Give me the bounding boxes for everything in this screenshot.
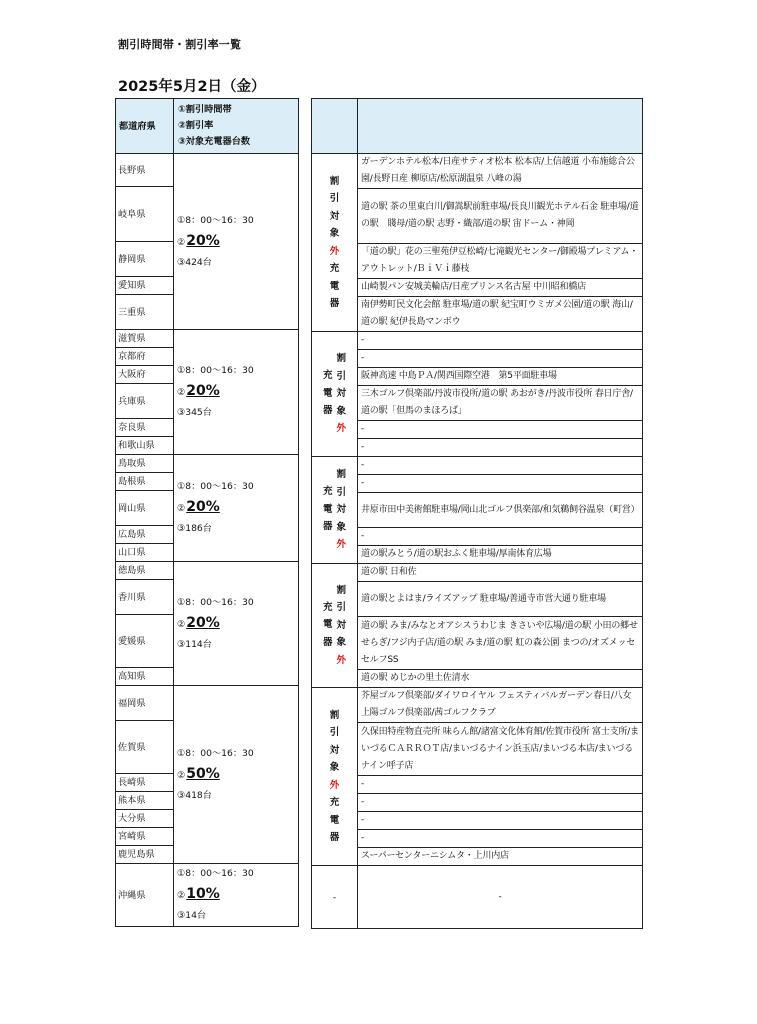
location-cell: -	[358, 439, 643, 457]
prefecture-cell: 福岡県	[116, 686, 174, 721]
table-row	[312, 457, 643, 475]
discount-rate: 10%	[186, 886, 220, 902]
prefecture-cell: 岡山県	[116, 491, 174, 526]
discount-info-cell	[174, 154, 299, 330]
excluded-label-vertical: 割 引 対 象 外 充 電 器	[329, 175, 340, 309]
discount-time: ①8：00～16：30	[177, 747, 254, 759]
table-row	[312, 154, 643, 189]
excluded-label-vertical: 充 電 器 割 引 対 象 外	[322, 469, 347, 551]
table-row	[312, 776, 643, 794]
table-row	[312, 688, 643, 723]
location-cell: -	[358, 332, 643, 350]
prefecture-cell: 愛媛県	[116, 615, 174, 668]
table-row	[312, 244, 643, 279]
location-cell: -	[358, 421, 643, 439]
location-cell: 道の駅 めじかの里土佐清水	[358, 670, 643, 688]
table-row	[116, 864, 299, 927]
charger-count: ③14台	[177, 910, 207, 921]
prefecture-cell: 和歌山県	[116, 437, 174, 455]
table-row	[312, 493, 643, 528]
header-blank-cell	[358, 99, 643, 154]
table-row	[312, 279, 643, 297]
discount-rate: 50%	[186, 765, 220, 782]
discount-time: ①8：00～16：30	[177, 481, 254, 492]
rate-prefix: ②	[177, 769, 186, 781]
charger-count: ③345台	[177, 407, 212, 418]
table-row	[116, 330, 299, 348]
prefecture-cell: 愛知県	[116, 277, 174, 295]
header-line-time: ①割引時間帯	[178, 104, 232, 115]
rate-prefix: ②	[177, 503, 186, 514]
discount-info-cell	[174, 686, 299, 864]
charger-count: ③114台	[177, 638, 212, 650]
location-cell: -	[358, 528, 643, 546]
discount-time-table	[115, 98, 299, 927]
header-line-rate: ②割引率	[178, 120, 214, 131]
table-row	[312, 528, 643, 546]
discount-time: ①8：00～16：30	[177, 868, 254, 879]
location-cell: 井原市田中美術館駐車場/岡山北ゴルフ倶楽部/和気鵜飼谷温泉（町営）	[358, 493, 643, 528]
location-cell: 「道の駅」花の三聖苑伊豆松崎/七滝観光センター/御殿場プレミアム・アウトレット/ＢｉＶｉ藤枝	[358, 244, 643, 279]
discount-info-cell	[174, 562, 299, 686]
table-row	[312, 723, 643, 776]
location-cell: スーパーセンターニシムタ・上川内店	[358, 848, 643, 866]
prefecture-cell: 広島県	[116, 526, 174, 544]
table-row	[312, 386, 643, 421]
table-row	[312, 189, 643, 244]
location-cell: -	[358, 457, 643, 475]
prefecture-cell: 京都府	[116, 348, 174, 366]
location-cell: 芥屋ゴルフ倶楽部/ダイワロイヤル フェスティバルガーデン春日/八女上陽ゴルフ倶楽部/茜ゴルフクラブ	[358, 688, 643, 723]
prefecture-cell: 高知県	[116, 668, 174, 686]
discount-rate: 20%	[186, 499, 220, 515]
excluded-label-vertical: 充 電 器 割 引 対 象 外	[322, 584, 347, 666]
prefecture-cell: 鳥取県	[116, 455, 174, 473]
header-prefecture: 都道府県	[116, 99, 174, 154]
location-cell: -	[358, 830, 643, 848]
table-header-row	[312, 99, 643, 154]
table-row	[116, 686, 299, 721]
rate-prefix: ②	[177, 387, 186, 398]
table-row	[312, 297, 643, 332]
location-cell: -	[358, 794, 643, 812]
table-row	[312, 546, 643, 564]
prefecture-cell: 大阪府	[116, 366, 174, 384]
excluded-label-cell	[312, 457, 358, 564]
discount-time: ①8：00～16：30	[177, 214, 254, 226]
location-cell: 道の駅 日和佐	[358, 564, 643, 582]
excluded-label-cell	[312, 564, 358, 688]
table-row	[312, 421, 643, 439]
document-heading: 割引時間帯・割引率一覧	[118, 38, 242, 51]
header-line-count: ③対象充電器台数	[178, 136, 251, 147]
discount-info-cell	[174, 330, 299, 455]
discount-time: ①8：00～16：30	[177, 596, 254, 608]
header-blank-cell	[312, 99, 358, 154]
excluded-label-cell	[312, 154, 358, 332]
prefecture-cell: 佐賀県	[116, 721, 174, 774]
prefecture-cell: 山口県	[116, 544, 174, 562]
location-cell: 阪神高速 中島ＰＡ/関西国際空港 第5平面駐車場	[358, 368, 643, 386]
location-cell: ガーデンホテル松本/日産サティオ松本 松本店/上信越道 小布施総合公園/長野日産 柳原店/松原湖温泉 八峰の湯	[358, 154, 643, 189]
charger-count: ③418台	[177, 789, 212, 801]
location-cell: 道の駅 茶の里東白川/御嵩駅前駐車場/長良川観光ホテル石金 駐車場/道の駅 賤母/道の駅 志野・織部/道の駅 宙ドーム・神岡	[358, 189, 643, 244]
excluded-label-cell	[312, 688, 358, 866]
table-row	[312, 332, 643, 350]
table-row	[312, 582, 643, 617]
prefecture-cell: 長野県	[116, 154, 174, 187]
prefecture-cell: 三重県	[116, 295, 174, 330]
header-info	[174, 99, 299, 154]
table-row	[312, 368, 643, 386]
discount-time: ①8：00～16：30	[177, 365, 254, 376]
discount-info-cell	[174, 864, 299, 927]
location-cell: 道の駅 みま/みなとオアシスうわじま きさいや広場/道の駅 小田の郷せせらぎ/フジ内子店/道の駅 みま/道の駅 虹の森公園 まつの/オズメッセセルフSS	[358, 617, 643, 670]
location-cell: 道の駅とよはま/ライズアップ 駐車場/善通寺市営大通り駐車場	[358, 582, 643, 617]
location-cell: -	[358, 475, 643, 493]
charger-count: ③186台	[177, 523, 212, 534]
table-row	[312, 670, 643, 688]
prefecture-cell: 香川県	[116, 580, 174, 615]
table-row	[116, 562, 299, 580]
prefecture-cell: 静岡県	[116, 242, 174, 277]
location-cell: 久保田特産物直売所 味らん館/諸富文化体育館/佐賀市役所 富士支所/まいづるＣＡＲＲＯＴ店/まいづるナイン浜玉店/まいづる本店/まいづるナイン呼子店	[358, 723, 643, 776]
table-row	[116, 455, 299, 473]
table-row	[312, 812, 643, 830]
table-row	[312, 794, 643, 812]
charger-count: ③424台	[177, 256, 212, 268]
document-date: 2025年5月2日（金）	[118, 79, 266, 95]
location-cell: -	[358, 812, 643, 830]
prefecture-cell: 大分県	[116, 810, 174, 828]
rate-prefix: ②	[177, 618, 186, 630]
location-cell: 山崎製パン安城美輪店/日産プリンス名古屋 中川昭和橋店	[358, 279, 643, 297]
table-row	[312, 475, 643, 493]
prefecture-cell: 長崎県	[116, 774, 174, 792]
prefecture-cell: 徳島県	[116, 562, 174, 580]
table-row	[116, 154, 299, 187]
excluded-label-vertical: 充 電 器 割 引 対 象 外	[322, 353, 347, 435]
excluded-label-vertical: 割 引 対 象 外 充 電 器	[329, 709, 340, 843]
table-row	[312, 350, 643, 368]
location-cell: 三木ゴルフ倶楽部/丹波市役所/道の駅 あおがき/丹波市役所 春日庁舎/道の駅「但馬のまほろば」	[358, 386, 643, 421]
prefecture-cell: 奈良県	[116, 419, 174, 437]
location-cell: 南伊勢町民文化会館 駐車場/道の駅 紀宝町ウミガメ公園/道の駅 海山/道の駅 紀伊長島マンボウ	[358, 297, 643, 332]
table-row	[312, 617, 643, 670]
rate-prefix: ②	[177, 890, 186, 901]
location-cell: -	[358, 350, 643, 368]
location-cell: -	[358, 866, 643, 929]
prefecture-cell: 滋賀県	[116, 330, 174, 348]
table-row	[312, 439, 643, 457]
excluded-label-cell: -	[312, 866, 358, 929]
rate-prefix: ②	[177, 236, 186, 248]
table-row	[312, 848, 643, 866]
prefecture-cell: 沖縄県	[116, 864, 174, 927]
table-row	[312, 564, 643, 582]
prefecture-cell: 鹿児島県	[116, 846, 174, 864]
location-cell: 道の駅みとう/道の駅おふく駐車場/厚南体育広場	[358, 546, 643, 564]
discount-rate: 20%	[186, 232, 220, 249]
prefecture-cell: 熊本県	[116, 792, 174, 810]
table-row	[312, 830, 643, 848]
excluded-label-cell	[312, 332, 358, 457]
prefecture-cell: 島根県	[116, 473, 174, 491]
discount-info-cell	[174, 455, 299, 562]
prefecture-cell: 岐阜県	[116, 187, 174, 242]
table-header-row	[116, 99, 299, 154]
discount-rate: 20%	[186, 383, 220, 399]
prefecture-cell: 宮崎県	[116, 828, 174, 846]
discount-rate: 20%	[186, 614, 220, 631]
prefecture-cell: 兵庫県	[116, 384, 174, 419]
table-row	[312, 866, 643, 929]
location-cell: -	[358, 776, 643, 794]
excluded-chargers-table	[311, 98, 643, 929]
